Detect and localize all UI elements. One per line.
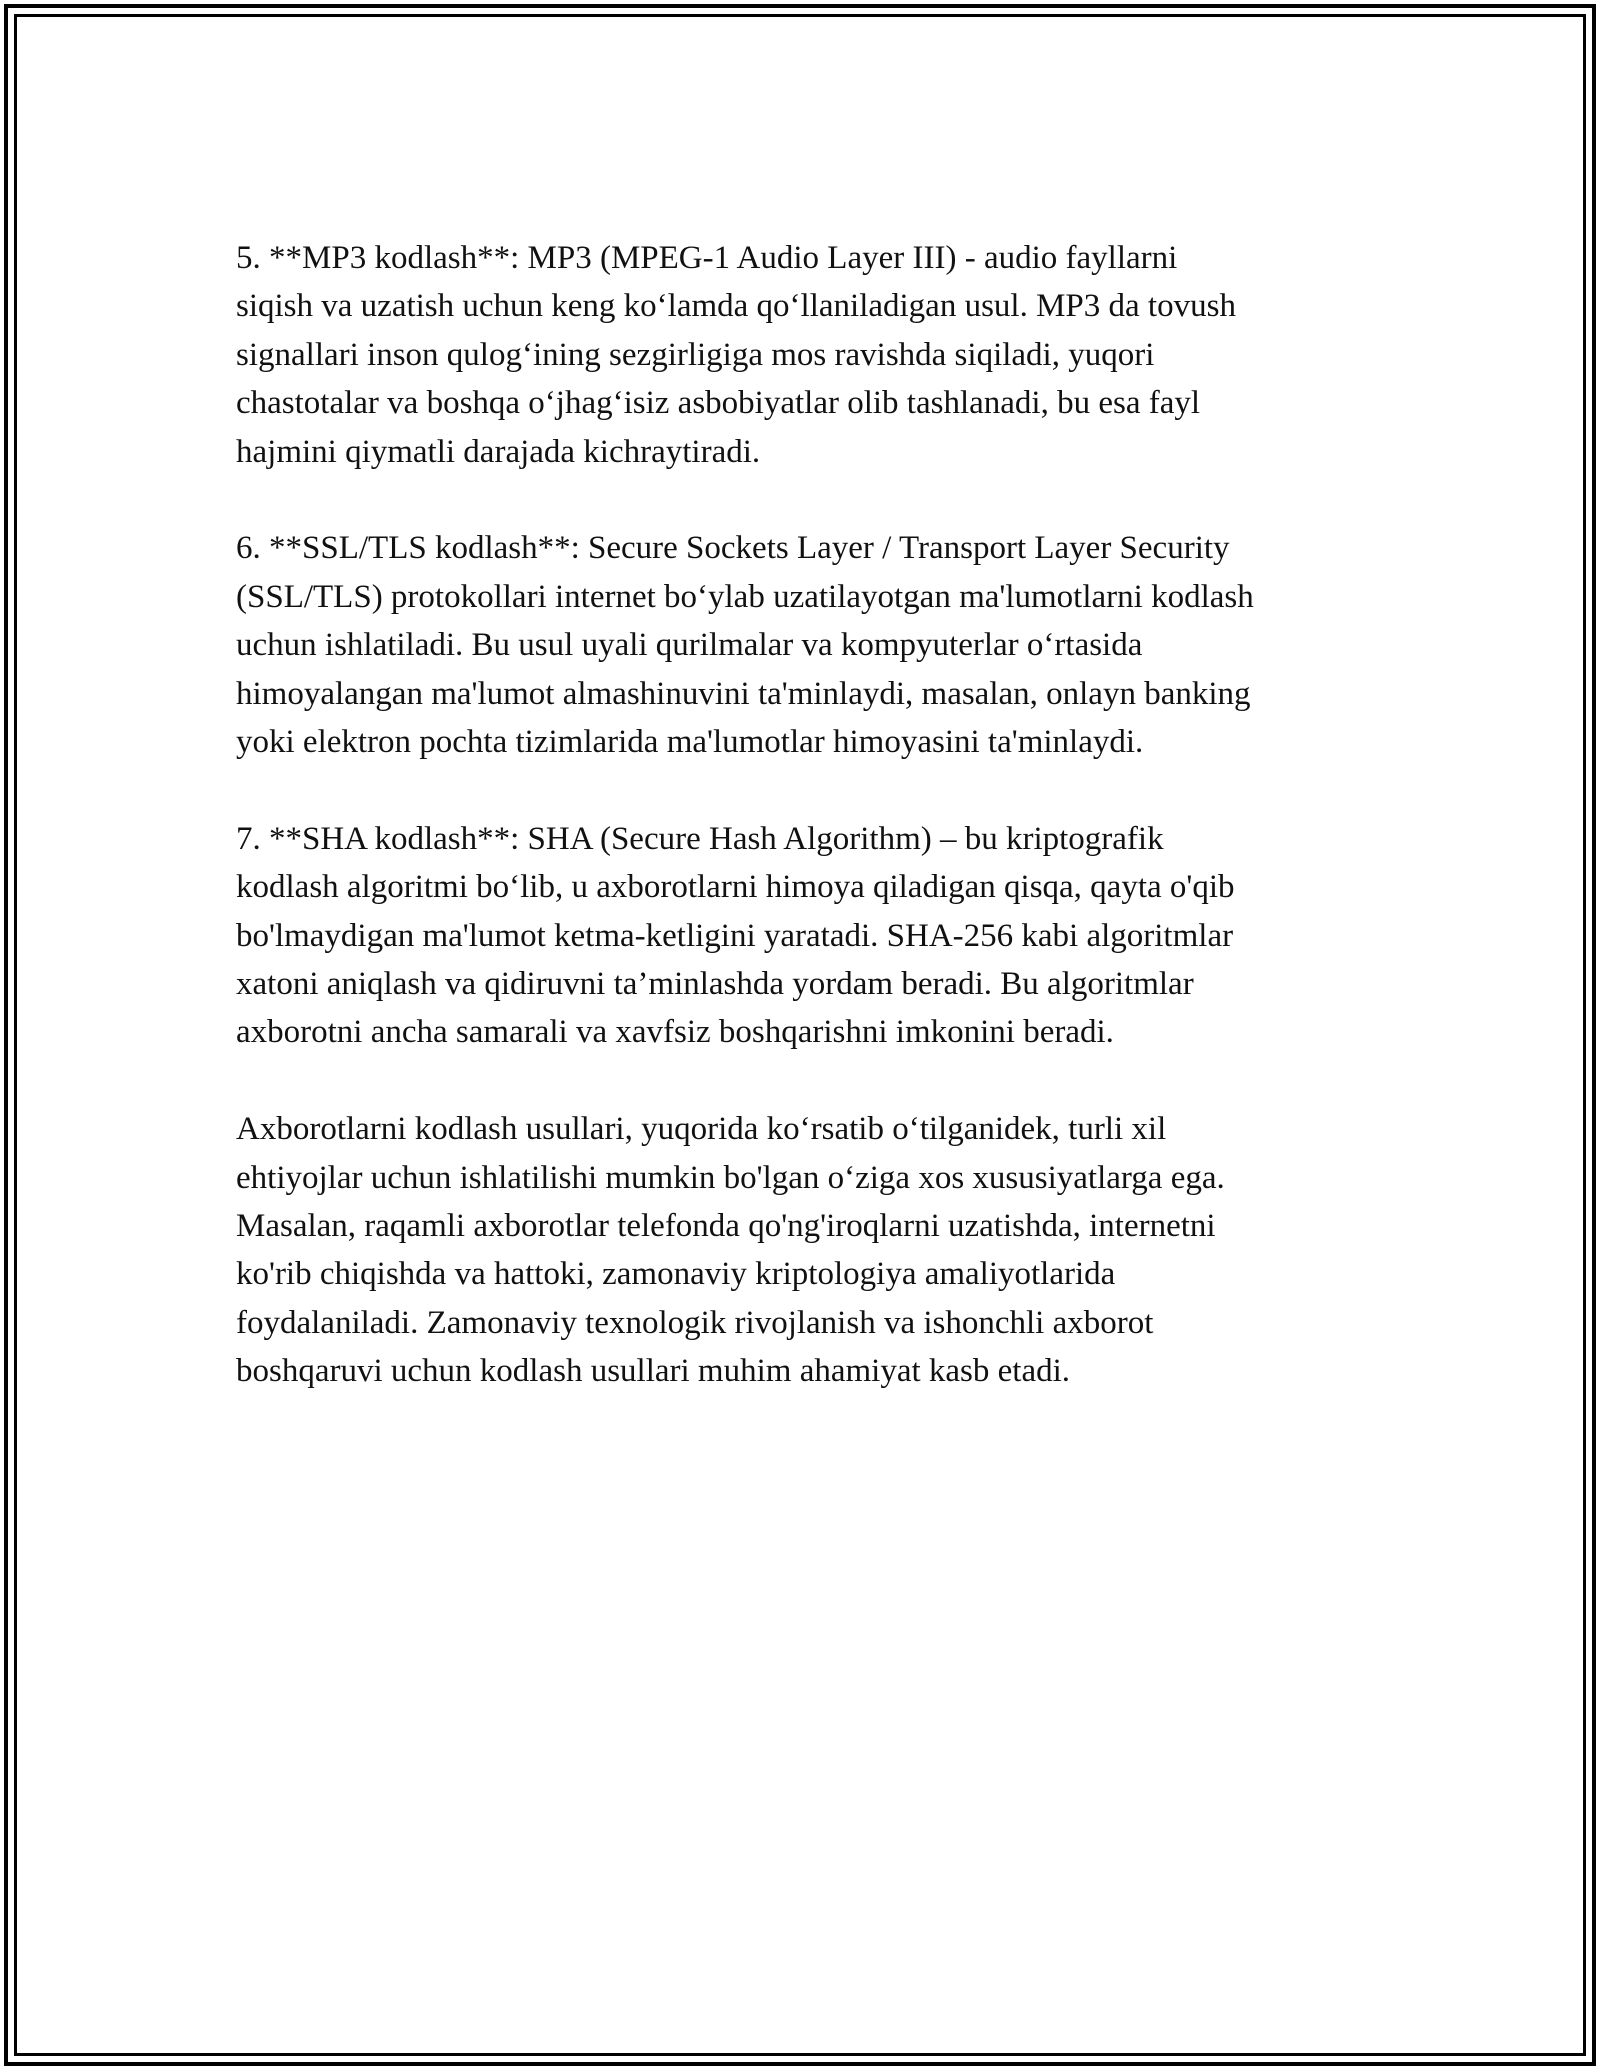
text-line: Masalan, raqamli axborotlar telefonda qo'ng'iroqlarni uzatishda, internetni xyxy=(236,1208,1216,1245)
text-line: chastotalar va boshqa o‘jhag‘isiz asbobiyatlar olib tashlanadi, bu esa fayl xyxy=(236,385,1201,422)
text-line: boshqaruvi uchun kodlash usullari muhim ahamiyat kasb etadi. xyxy=(236,1353,1071,1390)
text-line: Axborotlarni kodlash usullari, yuqorida ko‘rsatib o‘tilganidek, turli xil xyxy=(236,1111,1167,1148)
text-line: xatoni aniqlash va qidiruvni ta’minlashda yordam beradi. Bu algoritmlar xyxy=(236,966,1194,1003)
text-line: 5. **MP3 kodlash**: MP3 (MPEG-1 Audio Layer III) - audio fayllarni xyxy=(236,240,1178,276)
text-line: ehtiyojlar uchun ishlatilishi mumkin bo'lgan o‘ziga xos xususiyatlarga ega. xyxy=(236,1159,1225,1196)
text-line: ko'rib chiqishda va hattoki, zamonaviy kriptologiya amaliyotlarida xyxy=(236,1256,1116,1293)
text-line: signallari inson qulog‘ining sezgirligiga mos ravishda siqiladi, yuqori xyxy=(236,336,1155,373)
text-line: yoki elektron pochta tizimlarida ma'lumotlar himoyasini ta'minlaydi. xyxy=(236,724,1144,761)
document-body xyxy=(236,234,1376,1444)
paragraph-mp3 xyxy=(236,234,1376,476)
paragraph-ssl-tls xyxy=(236,524,1376,766)
text-line: siqish va uzatish uchun keng ko‘lamda qo‘llaniladigan usul. MP3 da tovush xyxy=(236,288,1236,325)
text-line: foydalaniladi. Zamonaviy texnologik rivojlanish va ishonchli axborot xyxy=(236,1304,1154,1341)
text-line: kodlash algoritmi bo‘lib, u axborotlarni himoya qiladigan qisqa, qayta o'qib xyxy=(236,869,1235,906)
text-line: himoyalangan ma'lumot almashinuvini ta'minlaydi, masalan, onlayn banking xyxy=(236,675,1251,712)
text-line: hajmini qiymatli darajada kichraytiradi. xyxy=(236,433,761,470)
text-line: 6. **SSL/TLS kodlash**: Secure Sockets Layer / Transport Layer Security xyxy=(236,530,1230,567)
text-line: bo'lmaydigan ma'lumot ketma-ketligini yaratadi. SHA-256 kabi algoritmlar xyxy=(236,917,1234,954)
paragraph-sha xyxy=(236,815,1376,1057)
text-line: axborotni ancha samarali va xavfsiz boshqarishni imkonini beradi. xyxy=(236,1014,1114,1051)
paragraph-summary xyxy=(236,1105,1376,1395)
text-line: 7. **SHA kodlash**: SHA (Secure Hash Algorithm) – bu kriptografik xyxy=(236,820,1164,857)
text-line: (SSL/TLS) protokollari internet bo‘ylab uzatilayotgan ma'lumotlarni kodlash xyxy=(236,578,1254,615)
text-line: uchun ishlatiladi. Bu usul uyali qurilmalar va kompyuterlar o‘rtasida xyxy=(236,627,1143,664)
